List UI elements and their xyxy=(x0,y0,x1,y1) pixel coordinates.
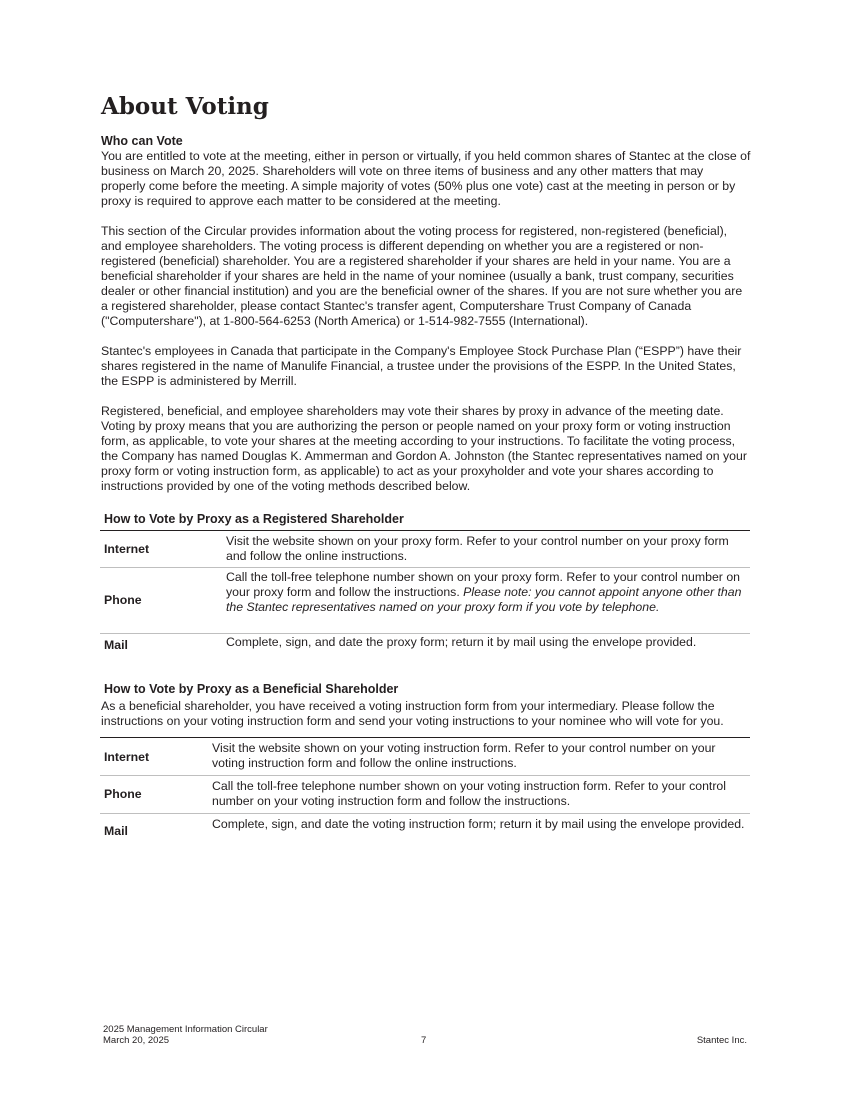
footer-company: Stantec Inc. xyxy=(696,1035,747,1046)
beneficial-method-internet: Internet xyxy=(104,750,150,764)
beneficial-method-mail: Mail xyxy=(104,824,128,838)
registered-row-phone xyxy=(100,568,750,634)
registered-text-phone xyxy=(226,570,746,615)
page-title: About Voting xyxy=(101,93,269,120)
footer-page-number: 7 xyxy=(421,1035,427,1046)
who-can-vote-section xyxy=(101,134,751,209)
beneficial-table-title: How to Vote by Proxy as a Beneficial Shareholder xyxy=(104,682,399,696)
registered-method-mail: Mail xyxy=(104,638,128,652)
registered-text-internet: Visit the website shown on your proxy form. Refer to your control number on your proxy form and follow the online instructions. xyxy=(226,534,729,563)
registered-row-internet xyxy=(100,532,750,568)
footer-date: March 20, 2025 xyxy=(103,1035,170,1046)
beneficial-text-internet: Visit the website shown on your voting instruction form. Refer to your control number on your voting instruction form and follow the online instructions. xyxy=(212,741,716,770)
paragraph-voting-process: This section of the Circular provides information about the voting process for registered, non-registered (beneficial), and employee shareholders. The voting process is different depending on whether you are a registered or non-registered (beneficial) shareholder. You are a registered shareholder if your shares are held in your name. You are a beneficial shareholder if your shares are held in the name of your nominee (usually a bank, trust company, securities dealer or other financial institution) and you are the beneficial owner of the shares. If you are not sure whether you are a registered shareholder, please contact Stantec's transfer agent, Computershare Trust Company of Canada ("Computershare"), at 1-800-564-6253 (North America) or 1-514-982-7555 (International). xyxy=(101,224,743,328)
registered-table-title: How to Vote by Proxy as a Registered Shareholder xyxy=(104,512,404,526)
beneficial-text-phone: Call the toll-free telephone number shown on your voting instruction form. Refer to your control number on your voting instruction form and follow the instructions. xyxy=(212,779,726,808)
paragraph-proxy: Registered, beneficial, and employee shareholders may vote their shares by proxy in advance of the meeting date. Voting by proxy means that you are authorizing the person or people named on your proxy form or voting instruction form, as applicable, to vote your shares at the meeting according to your instructions. To facilitate the voting process, the Company has named Douglas K. Ammerman and Gordon A. Johnston (the Stantec representatives named on your proxy form or voting instruction form, as applicable) to act as your proxyholder and vote your shares according to instructions provided by one of the voting methods described below. xyxy=(101,404,747,493)
footer-doc-title: 2025 Management Information Circular xyxy=(103,1024,268,1035)
registered-method-internet: Internet xyxy=(104,542,150,556)
beneficial-row-internet xyxy=(100,739,750,776)
beneficial-method-phone: Phone xyxy=(104,787,142,801)
registered-text-phone-note: Please note: you cannot appoint anyone other than the Stantec representatives named on your proxy form if you vote by telephone. xyxy=(226,585,742,614)
who-can-vote-heading: Who can Vote xyxy=(101,134,183,148)
registered-text-mail: Complete, sign, and date the proxy form; return it by mail using the envelope provided. xyxy=(226,635,697,649)
beneficial-row-phone xyxy=(100,776,750,814)
registered-method-phone: Phone xyxy=(104,593,142,607)
beneficial-table-top-rule xyxy=(100,737,750,738)
registered-table-top-rule xyxy=(100,530,750,531)
beneficial-row-mail xyxy=(100,814,750,850)
paragraph-eligibility: You are entitled to vote at the meeting, either in person or virtually, if you held common shares of Stantec at the close of business on March 20, 2025. Shareholders will vote on three items of business and any other matters that may properly come before the meeting. A simple majority of votes (50% plus one vote) cast at the meeting in person or by proxy is required to approve each matter to be considered at the meeting. xyxy=(101,149,751,208)
registered-row-mail xyxy=(100,634,750,656)
beneficial-text-mail: Complete, sign, and date the voting instruction form; return it by mail using the envelope provided. xyxy=(212,817,745,831)
paragraph-espp: Stantec's employees in Canada that participate in the Company's Employee Stock Purchase Plan (“ESPP”) have their shares registered in the name of Manulife Financial, a trustee under the provisions of the ESPP. In the United States, the ESPP is administered by Merrill. xyxy=(101,344,742,388)
registered-text-phone-main: Call the toll-free telephone number shown on your proxy form. Refer to your control number on your proxy form and follow the instructions. xyxy=(226,570,740,599)
beneficial-intro: As a beneficial shareholder, you have received a voting instruction form from your intermediary. Please follow the instructions on your voting instruction form and send your voting instructions to your nominee who will vote for you. xyxy=(101,699,724,728)
